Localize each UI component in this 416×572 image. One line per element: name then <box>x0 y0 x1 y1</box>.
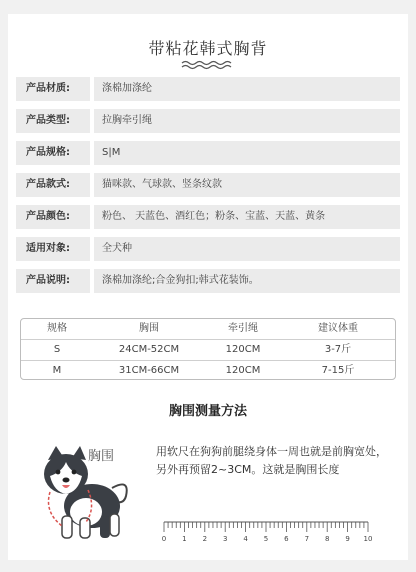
table-cell: 24CM-52CM <box>118 344 180 355</box>
ruler-icon <box>154 520 372 542</box>
table-row <box>21 360 395 381</box>
wave-decoration-icon <box>180 60 236 70</box>
spec-value: 涤棉加涤纶;合金狗扣;韩式花装饰。 <box>94 269 400 293</box>
spec-row-target <box>16 237 400 261</box>
spec-label: 产品颜色: <box>16 205 90 229</box>
spec-row-style <box>16 173 400 197</box>
spec-row-note <box>16 269 400 293</box>
table-cell: 3-7斤 <box>324 344 352 355</box>
table-cell: 7-15斤 <box>321 365 355 376</box>
spec-row-material <box>16 77 400 101</box>
ruler-tick-label: 10 <box>363 535 372 542</box>
ruler-tick-label: 5 <box>263 535 269 542</box>
page-title: 带粘花韩式胸背 <box>148 39 268 58</box>
ruler-tick-label: 9 <box>345 535 350 542</box>
table-cell: 31CM-66CM <box>118 365 180 376</box>
ruler-tick-label: 4 <box>243 535 248 542</box>
table-cell: 120CM <box>225 365 261 376</box>
measure-title: 胸围测量方法 <box>168 404 247 419</box>
spec-value: 拉胸牵引绳 <box>94 109 400 133</box>
spec-row-size <box>16 141 400 165</box>
table-row <box>21 339 395 360</box>
ruler-tick-label: 6 <box>284 535 289 542</box>
chest-label: 胸围 <box>88 449 115 464</box>
spec-label: 产品材质: <box>16 77 90 101</box>
ruler-tick-label: 8 <box>324 535 330 542</box>
table-header: 牵引绳 <box>228 323 258 334</box>
table-cell: 120CM <box>225 344 261 355</box>
measure-description: 用软尺在狗狗前腿绕身体一周也就是前胸宽处，另外再预留2~3CM。这就是胸围长度 <box>156 445 387 476</box>
spec-list <box>16 77 400 301</box>
ruler-tick-label: 3 <box>222 535 228 542</box>
table-header: 规格 <box>47 323 67 334</box>
spec-row-type <box>16 109 400 133</box>
ruler-tick-label: 1 <box>182 535 187 542</box>
ruler-tick-label: 0 <box>161 535 167 542</box>
product-card <box>8 14 408 560</box>
spec-value: 猫咪款、气球款、竖条纹款 <box>94 173 400 197</box>
spec-value: 涤棉加涤纶 <box>94 77 400 101</box>
spec-row-color <box>16 205 400 229</box>
spec-value: 粉色、 天蓝色、酒红色；粉条、宝蓝、天蓝、黄条 <box>94 205 400 229</box>
table-cell: S <box>53 344 61 355</box>
spec-label: 产品类型: <box>16 109 90 133</box>
spec-label: 产品规格: <box>16 141 90 165</box>
spec-label: 产品说明: <box>16 269 90 293</box>
table-header: 建议体重 <box>318 323 358 334</box>
spec-label: 适用对象: <box>16 237 90 261</box>
ruler-tick-label: 7 <box>304 535 310 542</box>
spec-label: 产品款式: <box>16 173 90 197</box>
spec-value: S|M <box>94 141 400 165</box>
ruler-tick-label: 2 <box>202 535 208 542</box>
spec-value: 全犬种 <box>94 237 400 261</box>
table-header: 胸围 <box>139 323 159 334</box>
size-table <box>20 318 396 380</box>
table-cell: M <box>52 365 62 376</box>
table-header-row <box>21 319 395 339</box>
